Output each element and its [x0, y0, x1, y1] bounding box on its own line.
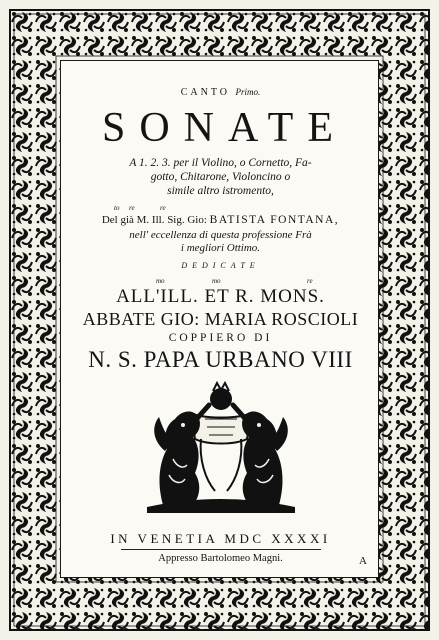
rampant-lions-heraldic-emblem-icon	[143, 379, 299, 514]
primo-word: Primo.	[235, 87, 261, 97]
honorific-mark-1: to	[114, 204, 120, 212]
dedication-mark-3: re	[307, 277, 313, 285]
description-line-1: A 1. 2. 3. per il Violino, o Cornetto, Fa-	[129, 157, 312, 169]
imprint-line: IN VENETIA MDC XXXXI	[110, 531, 331, 546]
honorific-mark-3: re	[160, 204, 166, 212]
author-line	[61, 215, 380, 227]
honorific-mark-2: re	[129, 204, 135, 212]
printer-line: Appresso Bartolomeo Magni.	[158, 553, 283, 564]
dedication-mark-1: mo	[156, 277, 165, 285]
dedication-line-1: ALL'ILL. ET R. MONS.	[116, 286, 325, 307]
canto-word: CANTO	[180, 87, 230, 98]
author-name: BATISTA FONTANA,	[209, 214, 340, 226]
dedication-mark-2: mo	[212, 277, 221, 285]
description-line-2: gotto, Chitarone, Violoncino o	[150, 171, 291, 183]
praise-line-1: nell' eccellenza di questa professione Frà	[129, 229, 312, 241]
signature-mark: A	[359, 555, 367, 567]
part-label	[61, 88, 380, 98]
title-panel	[60, 60, 379, 578]
dedication-line-2: ABBATE GIO: MARIA ROSCIOLI	[82, 309, 359, 329]
description-line-3: simile altro istromento,	[167, 185, 274, 197]
dedicate-label: DEDICATE	[181, 261, 260, 270]
main-title: SONATE	[101, 105, 347, 151]
dedication-line-3: COPPIERO DI	[168, 332, 273, 344]
author-prefix: Del già M. Ill. Sig. Gio:	[101, 214, 207, 226]
dedication-line-4: N. S. PAPA URBANO VIII	[88, 347, 353, 372]
praise-line-2: i megliori Ottimo.	[180, 242, 261, 254]
imprint-rule	[121, 549, 321, 550]
